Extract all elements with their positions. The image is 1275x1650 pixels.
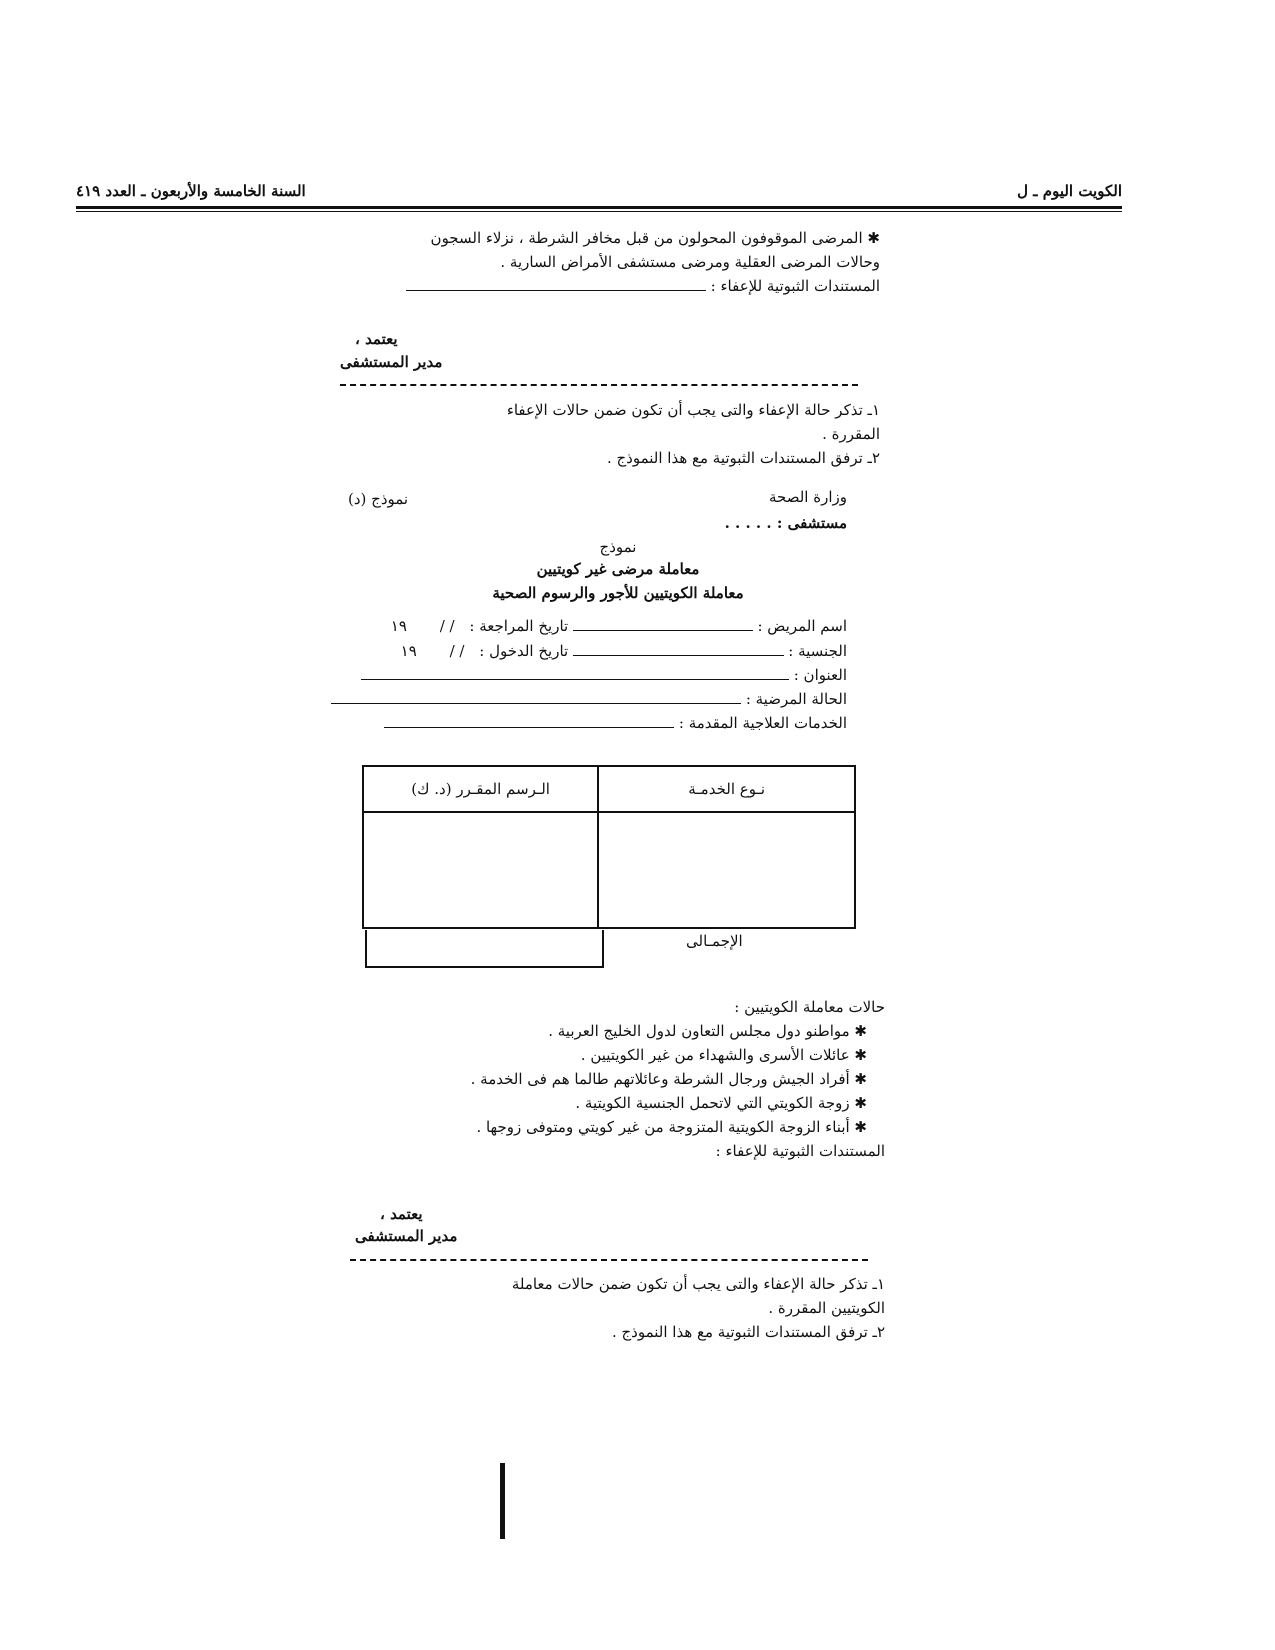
director-label: مدير المستشفى	[340, 353, 443, 371]
review-date-row	[348, 616, 633, 635]
admission-date-year: ١٩	[400, 642, 417, 660]
services-table	[362, 765, 856, 929]
header-rule	[76, 206, 1122, 209]
dashed-separator-2	[350, 1259, 868, 1261]
form-title-3: معاملة الكويتيين للأجور والرسوم الصحية	[492, 584, 744, 602]
services-label: الخدمات العلاجية المقدمة :	[678, 714, 847, 732]
cases-block	[365, 995, 885, 1163]
admission-date-blank	[573, 641, 633, 656]
list-item: ✱ أبناء الزوجة الكويتية المتزوجة من غير كويتي ومتوفى زوجها .	[476, 1118, 867, 1136]
bullet-line-1: ✱ المرضى الموقوفون المحولون من قبل مخافر الشرطة ، نزلاء السجون	[430, 229, 880, 247]
review-date-slashes: / /	[439, 617, 455, 635]
services-row	[384, 713, 847, 732]
services-blank	[384, 713, 674, 728]
condition-row	[331, 689, 847, 708]
docs-row	[360, 274, 880, 298]
review-date-blank	[573, 616, 633, 631]
table-header-row	[363, 766, 855, 812]
nationality-label: الجنسية :	[788, 642, 847, 660]
notes-block	[360, 398, 880, 470]
note-2: ٢ـ ترفق المستندات الثبوتية مع هذا النموذج .	[606, 449, 880, 467]
admission-date-row	[348, 641, 633, 660]
admission-date-slashes: / /	[449, 642, 465, 660]
list-item: ✱ مواطنو دول مجلس التعاون لدول الخليج العربية .	[548, 1022, 867, 1040]
exemption-bullet	[360, 226, 880, 298]
address-row	[361, 665, 847, 684]
list-item: ✱ زوجة الكويتي التي لاتحمل الجنسية الكويتية .	[575, 1094, 867, 1112]
nationality-blank	[624, 641, 784, 656]
header-issue: السنة الخامسة والأربعون ـ العدد ٤١٩	[76, 182, 306, 200]
condition-label: الحالة المرضية :	[745, 690, 847, 708]
note-1-line-2: المقررة .	[822, 425, 880, 443]
patient-name-blank	[623, 616, 753, 631]
cases-title: حالات معاملة الكويتيين :	[734, 998, 885, 1016]
list-item: ✱ عائلات الأسرى والشهداء من غير الكويتيين .	[580, 1046, 867, 1064]
review-date-year: ١٩	[390, 617, 407, 635]
header-fee: الـرسم المقـرر (د. ك)	[363, 766, 598, 812]
address-blank	[361, 665, 789, 680]
header-publication: الكويت اليوم ـ ل	[1017, 182, 1122, 200]
table-body-row	[363, 812, 855, 928]
bullet-line-2: وحالات المرضى العقلية ومرضى مستشفى الأمراض السارية .	[500, 253, 880, 271]
approve-label: يعتمد ،	[355, 330, 398, 348]
note-2: ٢ـ ترفق المستندات الثبوتية مع هذا النموذج .	[611, 1323, 885, 1341]
scan-mark	[500, 1463, 505, 1539]
total-label: الإجمـالى	[686, 932, 743, 950]
model-tag: نموذج (د)	[348, 490, 409, 508]
total-box	[365, 930, 604, 968]
admission-date-label: تاريخ الدخول :	[479, 642, 569, 660]
hospital-label: مستشفى : . . . . .	[724, 514, 847, 532]
cell-fee	[363, 812, 598, 928]
cases-list	[365, 1019, 885, 1139]
form-title-2: معاملة مرضى غير كويتيين	[536, 560, 700, 578]
docs-blank	[406, 276, 706, 291]
ministry-label: وزارة الصحة	[769, 488, 847, 506]
cell-service-type	[598, 812, 855, 928]
list-item: ✱ أفراد الجيش ورجال الشرطة وعائلاتهم طالما هم فى الخدمة .	[470, 1070, 867, 1088]
note-1-line-1: ١ـ تذكر حالة الإعفاء والتى يجب أن تكون ضمن حالات معاملة	[511, 1275, 885, 1293]
docs-label: المستندات الثبوتية للإعفاء :	[710, 277, 880, 295]
address-label: العنوان :	[793, 666, 847, 684]
approve-label-2: يعتمد ،	[380, 1205, 423, 1223]
note-1-line-1: ١ـ تذكر حالة الإعفاء والتى يجب أن تكون ضمن حالات الإعفاء	[506, 401, 880, 419]
review-date-label: تاريخ المراجعة :	[469, 617, 569, 635]
nationality-row	[624, 641, 848, 660]
patient-name-row	[623, 616, 847, 635]
notes-block-2	[365, 1272, 885, 1344]
form-title-1: نموذج	[599, 538, 637, 556]
director-label-2: مدير المستشفى	[355, 1227, 458, 1245]
docs-label-2: المستندات الثبوتية للإعفاء :	[715, 1142, 885, 1160]
header-service-type: نـوع الخدمـة	[598, 766, 855, 812]
header-rule-thin	[76, 211, 1122, 212]
note-1-line-2: الكويتيين المقررة .	[768, 1299, 885, 1317]
dashed-separator	[340, 384, 858, 386]
condition-blank	[331, 689, 741, 704]
patient-name-label: اسم المريض :	[757, 617, 847, 635]
